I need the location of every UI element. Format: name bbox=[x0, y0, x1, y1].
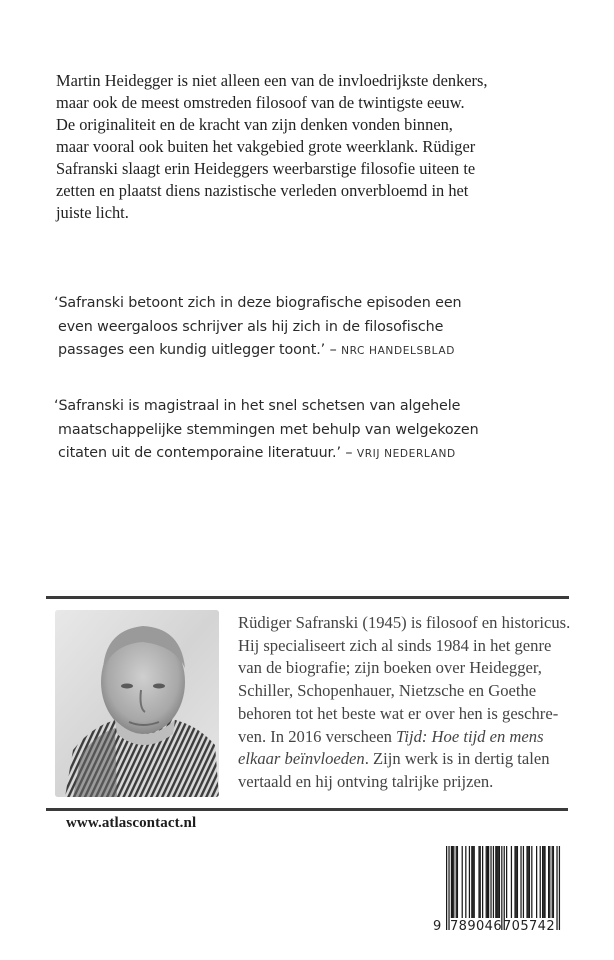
quote-line: ‘Safranski betoont zich in deze biografische episoden een bbox=[54, 295, 462, 311]
review-quote-nrc bbox=[54, 292, 574, 364]
isbn-barcode bbox=[430, 840, 570, 940]
bio-line: van de biografie; zijn boeken over Heidegger, bbox=[238, 658, 542, 678]
quote-text: citaten uit de contemporaine literatuur.’ bbox=[58, 445, 341, 461]
barcode-bar bbox=[504, 846, 505, 930]
divider-top bbox=[46, 596, 569, 599]
publisher-website-link[interactable]: www.atlascontact.nl bbox=[66, 815, 197, 831]
blurb-line: zetten en plaatst diens nazistische verleden onverbloemd in het bbox=[56, 181, 469, 200]
author-portrait-photo bbox=[55, 610, 219, 797]
barcode-bar bbox=[448, 846, 449, 930]
barcode-bar bbox=[499, 846, 500, 918]
barcode-bar bbox=[540, 846, 541, 918]
bio-text: ven. In 2016 verscheen bbox=[238, 726, 397, 746]
barcode-bar bbox=[462, 846, 463, 918]
blurb-line: juiste licht. bbox=[56, 203, 129, 222]
barcode-bar bbox=[488, 846, 489, 918]
blurb-line: Safranski slaagt erin Heideggers weerbarstige filosofie uiteen te bbox=[56, 159, 476, 178]
barcode-bar bbox=[482, 846, 483, 918]
barcode-digit-first: 9 bbox=[433, 919, 442, 934]
barcode-bar bbox=[544, 846, 545, 918]
barcode-bar bbox=[446, 846, 447, 930]
barcode-bar bbox=[543, 846, 544, 918]
barcode-bar bbox=[456, 846, 457, 918]
barcode-bar bbox=[471, 846, 472, 918]
bio-line bbox=[238, 748, 614, 771]
barcode-bar bbox=[451, 846, 452, 918]
quote-source: NRC HANDELSBLAD bbox=[341, 345, 456, 357]
barcode-bar bbox=[496, 846, 497, 918]
barcode-bar bbox=[506, 846, 507, 918]
barcode-bar bbox=[465, 846, 466, 918]
barcode-bar bbox=[520, 846, 521, 918]
barcode-bar bbox=[487, 846, 488, 918]
barcode-bar bbox=[452, 846, 453, 918]
barcode-bar bbox=[469, 846, 470, 918]
barcode-bar bbox=[511, 846, 512, 918]
barcode-bar bbox=[457, 846, 458, 918]
barcode-bar bbox=[498, 846, 499, 918]
book-title-italic: elkaar beïnvloeden bbox=[238, 749, 365, 769]
bio-line: behoren tot het beste wat er over hen is geschre- bbox=[238, 703, 559, 723]
barcode-bar bbox=[495, 846, 496, 918]
barcode-bar bbox=[490, 846, 491, 918]
divider-bottom bbox=[46, 808, 568, 811]
bio-text: . Zijn werk is in dertig talen bbox=[364, 749, 550, 769]
barcode-bar bbox=[548, 846, 549, 918]
barcode-digits-left: 789046 bbox=[450, 919, 503, 934]
barcode-bar bbox=[478, 846, 479, 918]
barcode-bar bbox=[549, 846, 550, 918]
barcode-bar bbox=[553, 846, 554, 918]
quote-line bbox=[54, 339, 574, 364]
bio-line bbox=[238, 726, 614, 749]
barcode-bar bbox=[556, 846, 557, 930]
barcode-bar bbox=[552, 846, 553, 918]
barcode-bar bbox=[528, 846, 529, 918]
bio-line: Hij specialiseert zich al sinds 1984 in het genre bbox=[238, 635, 552, 655]
barcode-bar bbox=[523, 846, 524, 918]
barcode-bar bbox=[517, 846, 518, 918]
portrait-illustration bbox=[55, 610, 219, 797]
blurb-paragraph bbox=[56, 70, 576, 224]
barcode-bar bbox=[514, 846, 515, 918]
blurb-line: maar ook de meest omstreden filosoof van de twintigste eeuw. bbox=[56, 93, 465, 112]
quote-dash: – bbox=[340, 445, 357, 461]
quote-dash: – bbox=[325, 342, 342, 358]
barcode-bar bbox=[472, 846, 473, 918]
blurb-line: De originaliteit en de kracht van zijn denken vonden binnen, bbox=[56, 115, 453, 134]
quote-line: ‘Safranski is magistraal in het snel schetsen van algehele bbox=[54, 398, 461, 414]
author-bio bbox=[238, 612, 614, 794]
barcode-bar bbox=[526, 846, 527, 918]
barcode-bar bbox=[453, 846, 454, 918]
quote-line bbox=[54, 442, 574, 467]
blurb-line: maar vooral ook buiten het vakgebied grote weerklank. Rüdiger bbox=[56, 137, 476, 156]
barcode-bar bbox=[529, 846, 530, 918]
barcode-bar bbox=[542, 846, 543, 918]
barcode-bar bbox=[531, 846, 532, 918]
quote-source: VRIJ NEDERLAND bbox=[356, 448, 456, 460]
quote-line: even weergaloos schrijver als hij zich in de filosofische bbox=[58, 318, 444, 335]
bio-line: vertaald en hij ontving talrijke prijzen. bbox=[238, 771, 494, 791]
barcode-bar bbox=[501, 846, 502, 930]
barcode-bar bbox=[536, 846, 537, 918]
review-quote-vrij-nederland bbox=[54, 395, 574, 467]
barcode-bar bbox=[493, 846, 494, 918]
barcode-bar bbox=[486, 846, 487, 918]
barcode-digits-right: 705742 bbox=[503, 919, 556, 934]
barcode-bar bbox=[559, 846, 560, 930]
bio-line: Rüdiger Safranski (1945) is filosoof en historicus. bbox=[238, 613, 571, 632]
quote-text: passages een kundig uitlegger toont.’ bbox=[58, 342, 326, 358]
barcode-bar bbox=[474, 846, 475, 918]
blurb-line: Martin Heidegger is niet alleen een van de invloedrijkste denkers, bbox=[56, 71, 488, 90]
barcode-bar bbox=[516, 846, 517, 918]
bio-line: Schiller, Schopenhauer, Nietzsche en Goethe bbox=[238, 681, 537, 701]
book-title-italic: Tijd: Hoe tijd en mens bbox=[396, 726, 544, 746]
quote-line: maatschappelijke stemmingen met behulp van welgekozen bbox=[58, 421, 479, 438]
barcode-bar bbox=[480, 846, 481, 918]
